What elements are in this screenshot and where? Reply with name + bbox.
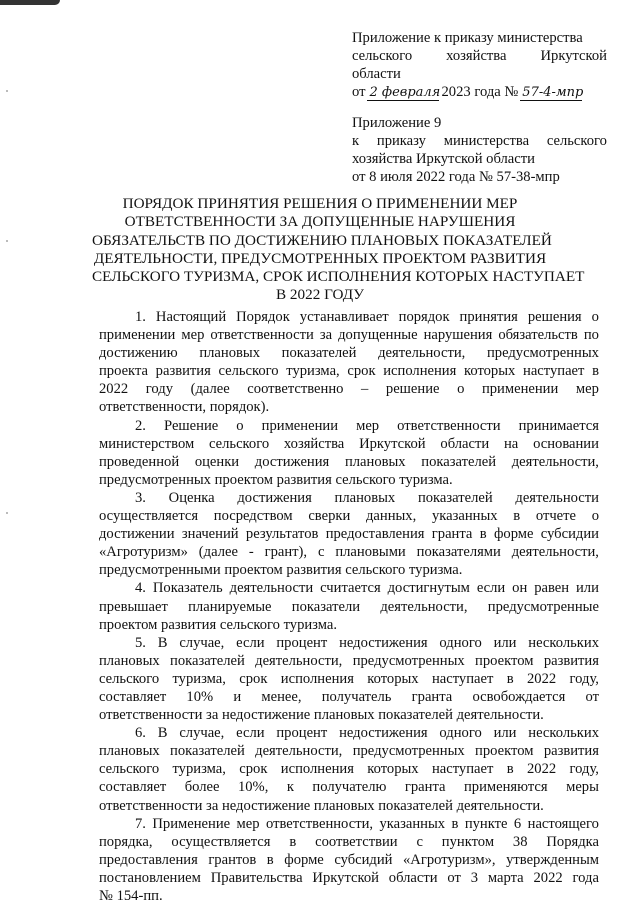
scan-edge-mark: [0, 0, 60, 5]
appendix-current-line1: Приложение к приказу министерства: [352, 30, 583, 46]
paragraph-line: составляет 10% и менее, получатель гранта освобождается от: [99, 688, 599, 705]
handwritten-order-number: 57-4-мпр: [522, 85, 584, 100]
paragraph-line: проведенной оценки достижения плановых показателей деятельности,: [99, 453, 599, 470]
title-line: ОБЯЗАТЕЛЬСТВ ПО ДОСТИЖЕНИЮ ПЛАНОВЫХ ПОКАЗАТЕЛЕЙ: [92, 231, 552, 249]
appendix-previous-line4: от 8 июля 2022 года № 57-38-мпр: [352, 169, 560, 185]
year-text: 2023 года №: [441, 84, 519, 100]
handwritten-date: 2 февраля: [369, 85, 441, 100]
paragraph-5: [99, 634, 599, 724]
scan-speck: [6, 240, 8, 242]
paragraph-line: 2. Решение о применении мер ответственности принимается: [135, 417, 599, 434]
paragraph-line: 5. В случае, если процент недостижения одного или нескольких: [135, 634, 599, 651]
paragraph-line: достижении значений результатов предоставления гранта в форме субсидии: [99, 526, 599, 543]
title-line: ПОРЯДОК ПРИНЯТИЯ РЕШЕНИЯ О ПРИМЕНЕНИИ МЕР: [122, 195, 518, 212]
word: сельского: [352, 48, 413, 64]
paragraph-line: порядка, осуществляется в соответствии с пунктом 38 Порядка: [99, 833, 599, 850]
paragraph-line: министерством сельского хозяйства Иркутской области на основании: [99, 435, 599, 452]
appendix-previous-line3: хозяйства Иркутской области: [352, 151, 535, 167]
scan-speck: [6, 90, 8, 92]
paragraph-line: ответственности за недостижение плановых показателей деятельности.: [99, 797, 544, 814]
paragraph-line: предусмотренных проектом развития сельского туризма.: [99, 471, 453, 488]
paragraph-line: применении мер ответственности за допущенные нарушения обязательств по: [99, 327, 599, 344]
title-line: ДЕЯТЕЛЬНОСТИ, ПРЕДУСМОТРЕННЫХ ПРОЕКТОМ РАЗВИТИЯ: [93, 249, 547, 267]
paragraph-6: [99, 724, 599, 814]
appendix-current-line3: области: [352, 66, 401, 82]
paragraph-line: сельского туризма, срок исполнения которых наступает в 2022 году,: [99, 670, 599, 687]
appendix-current-date-line: [352, 83, 607, 101]
from-prefix: от: [352, 84, 366, 100]
document-body: [99, 308, 599, 905]
paragraph-line: проектом развития сельского туризма.: [99, 616, 338, 633]
paragraph-3: [99, 489, 599, 579]
paragraph-line: составляет более 10%, к получателю гранта применяются меры: [99, 779, 599, 796]
word: министерства: [443, 133, 530, 149]
appendix-previous-line1: Приложение 9: [352, 115, 442, 131]
paragraph-line: № 154-пп.: [99, 888, 163, 904]
paragraph-line: достижению плановых показателей деятельности, предусмотренных: [99, 345, 599, 362]
paragraph-line: предоставления грантов в форме субсидий «Агротуризм», утвержденным: [99, 851, 599, 868]
appendix-previous-line2: [352, 132, 607, 150]
paragraph-line: 2022 году (далее соответственно – решение о применении мер: [99, 381, 599, 398]
paragraph-line: плановых показателей деятельности, предусмотренных проектом развития: [99, 743, 599, 760]
paragraph-line: 7. Применение мер ответственности, указанных в пункте 6 настоящего: [135, 815, 599, 832]
paragraph-line: ответственности за недостижение плановых показателей деятельности.: [99, 707, 544, 724]
paragraph-line: «Агротуризм» (далее - грант), с плановыми показателями деятельности,: [99, 544, 599, 561]
appendix-previous-header: [352, 114, 607, 186]
paragraph-line: 3. Оценка достижения плановых показателей деятельности: [135, 489, 599, 506]
title-line: СЕЛЬСКОГО ТУРИЗМА, СРОК ИСПОЛНЕНИЯ КОТОРЫХ НАСТУПАЕТ: [92, 268, 585, 286]
paragraph-line: 1. Настоящий Порядок устанавливает порядок принятия решения о: [135, 309, 599, 325]
appendix-current-line2: [352, 47, 607, 65]
scan-speck: [6, 512, 8, 514]
title-line: В 2022 ГОДУ: [275, 286, 364, 304]
paragraph-line: проекта развития сельского туризма, срок исполнения которых наступает в: [99, 363, 599, 380]
paragraph-line: 6. В случае, если процент недостижения одного или нескольких: [135, 725, 599, 742]
word: хозяйства: [446, 48, 507, 64]
paragraph-1: [99, 308, 599, 417]
paragraph-line: превышает планируемые показатели деятельности, предусмотренные: [99, 598, 599, 615]
word: Иркутской: [540, 48, 607, 64]
document-title: [92, 195, 585, 305]
paragraph-line: осуществляется посредством сверки данных, указанных в отчете о: [99, 508, 599, 525]
paragraph-line: плановых показателей деятельности, предусмотренных проектом развития: [99, 652, 599, 669]
word: сельского: [546, 133, 607, 149]
paragraph-line: 4. Показатель деятельности считается достигнутым если он равен или: [135, 580, 599, 597]
appendix-current-header: [352, 29, 607, 101]
word: к: [352, 133, 360, 149]
paragraph-2: [99, 417, 599, 489]
paragraph-line: постановлением Правительства Иркутской области от 3 марта 2022 года: [99, 869, 599, 886]
paragraph-line: предусмотренными проектом развития сельского туризма.: [99, 562, 463, 579]
paragraph-line: сельского туризма, срок исполнения которых наступает в 2022 году,: [99, 761, 599, 778]
title-line: ОТВЕТСТВЕННОСТИ ЗА ДОПУЩЕННЫЕ НАРУШЕНИЯ: [124, 213, 516, 231]
paragraph-line: ответственности, порядок).: [99, 399, 270, 416]
paragraph-4: [99, 579, 599, 633]
word: приказу: [376, 133, 426, 149]
paragraph-7: [99, 815, 599, 905]
